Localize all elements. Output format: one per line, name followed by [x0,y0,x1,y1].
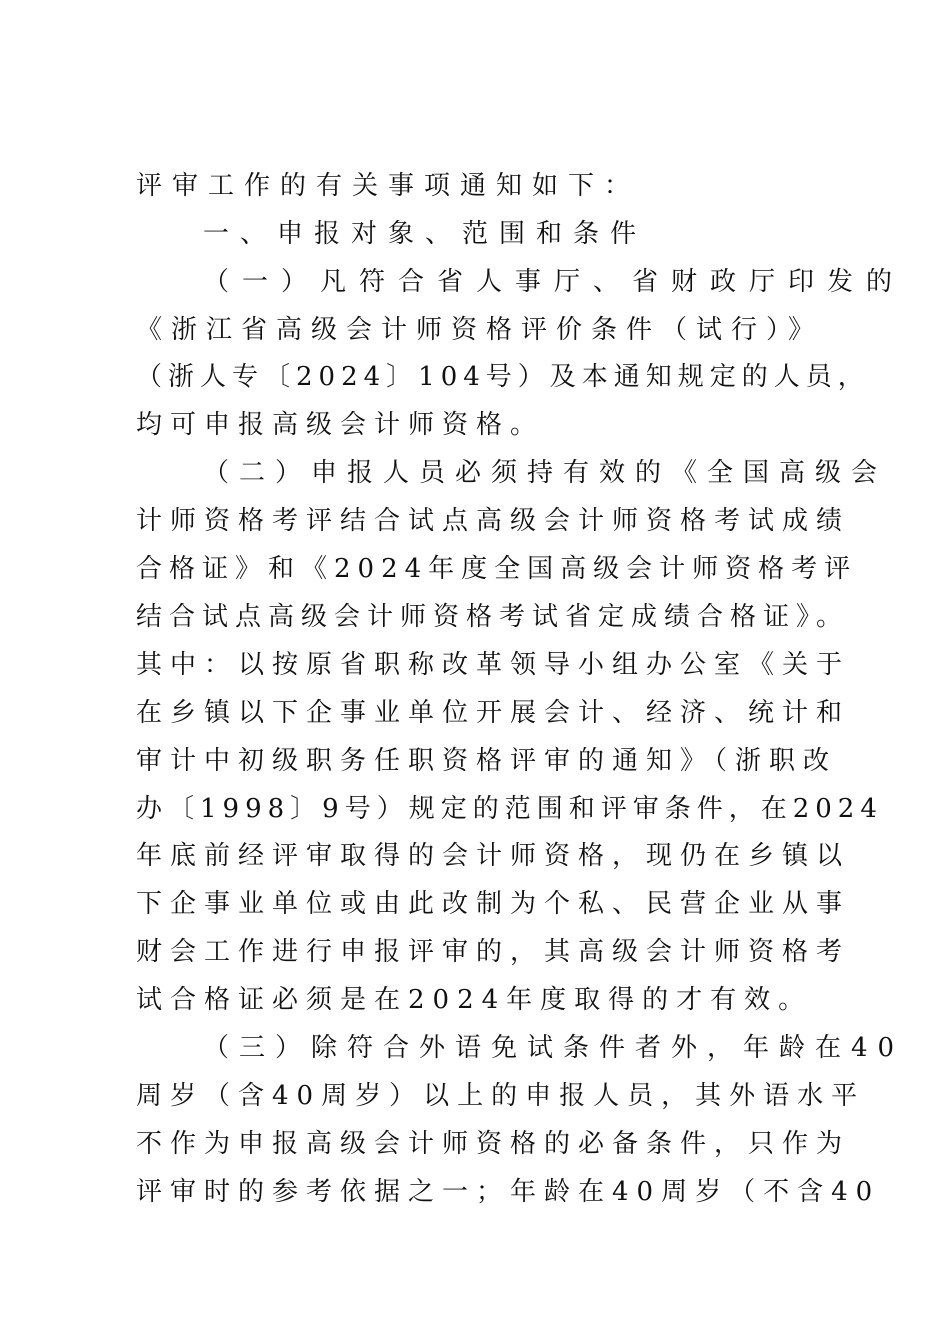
text-line-15: 年底前经评审取得的会计师资格，现仍在乡镇以 [136,841,851,871]
text-line-19: （三）除符合外语免试条件者外，年龄在40 [203,1033,905,1063]
text-line-12: 在乡镇以下企事业单位开展会计、经济、统计和 [136,698,851,728]
text-line-10: 结合试点高级会计师资格考试省定成绩合格证》。 [136,602,850,632]
text-line-17: 财会工作进行申报评审的，其高级会计师资格考 [136,937,851,967]
text-line-9: 合格证》和《2024年度全国高级会计师资格考评 [136,554,858,584]
text-line-18: 试合格证必须是在2024年度取得的才有效。 [136,985,813,1015]
text-line-14: 办〔1998〕9号）规定的范围和评审条件，在2024 [136,794,883,824]
text-line-22: 评审时的参考依据之一；年龄在40周岁（不含40 [136,1177,881,1207]
text-line-1: 评审工作的有关事项通知如下： [136,171,641,201]
text-line-5: （浙人专〔2024〕104号）及本通知规定的人员， [136,362,870,392]
text-line-21: 不作为申报高级会计师资格的必备条件，只作为 [136,1129,851,1159]
section-heading-1: 一、申报对象、范围和条件 [203,219,648,249]
text-line-16: 下企事业单位或由此改制为个私、民营企业从事 [136,889,851,919]
text-line-11: 其中：以按原省职称改革领导小组办公室《关于 [136,650,851,680]
text-line-7: （二）申报人员必须持有效的《全国高级会 [203,458,888,488]
text-line-20: 周岁（含40周岁）以上的申报人员，其外语水平 [136,1081,866,1111]
text-line-4: 《浙江省高级会计师资格评价条件（试行）》 [136,315,824,345]
text-line-13: 审计中初级职务任职资格评审的通知》（浙职改 [136,746,838,776]
text-line-6: 均可申报高级会计师资格。 [136,410,545,440]
text-line-3: （一）凡符合省人事厅、省财政厅印发的 [203,267,906,297]
text-line-8: 计师资格考评结合试点高级会计师资格考试成绩 [136,506,851,536]
